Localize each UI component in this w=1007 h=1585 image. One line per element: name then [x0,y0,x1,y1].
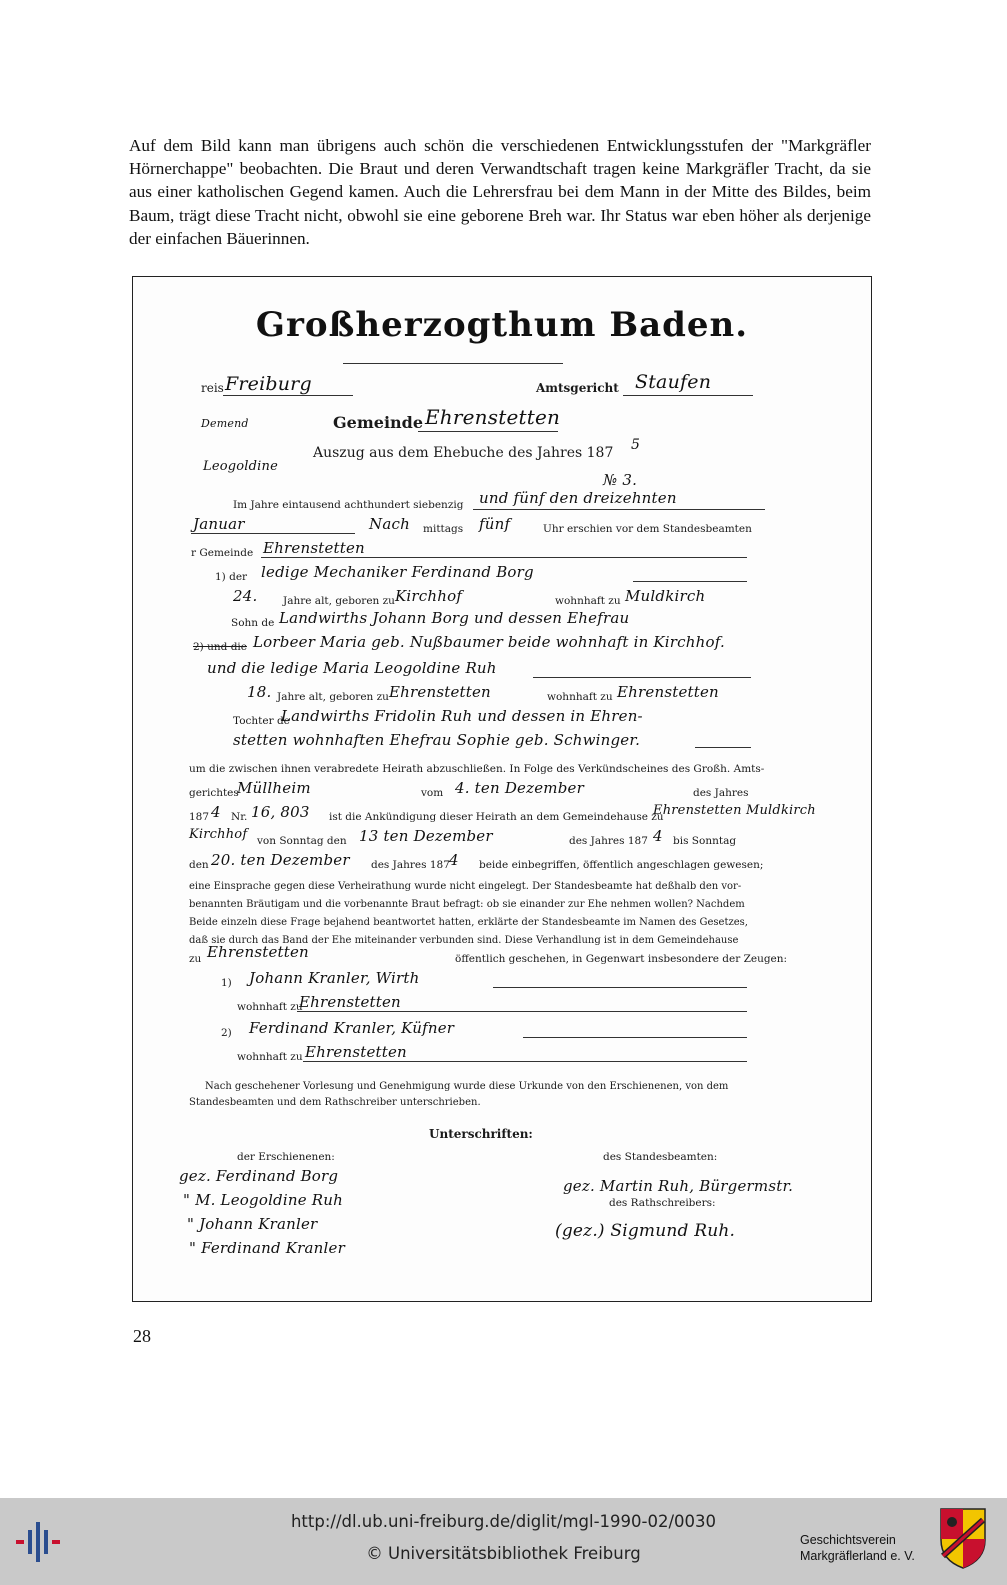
print-text: wohnhaft zu [237,1051,303,1063]
hw-text: 4 [653,827,663,845]
signature: " M. Leogoldine Ruh [183,1191,343,1209]
hw-text: 4. ten Dezember [455,779,584,797]
print-text: 1) der [215,571,248,583]
hw-text: Ehrenstetten Muldkirch [653,803,816,818]
signature: gez. Ferdinand Borg [179,1167,339,1185]
hw-text: Ehrenstetten [263,539,365,557]
gemeinde-value: Ehrenstetten [425,405,561,429]
hw-text: Kirchhof [395,587,463,605]
entry-number: № 3. [603,471,638,489]
society-line-2: Markgräflerland e. V. [800,1549,915,1563]
intro-paragraph [129,134,871,250]
print-text: den [189,859,209,871]
print-text-struck: 2) und die [193,641,247,653]
hw-text: Ehrenstetten [617,683,719,701]
print-text: von Sonntag den [257,835,347,847]
print-text: Sohn de [231,617,275,629]
hw-text: Müllheim [237,779,311,797]
print-text: Standesbeamten und dem Rathschreiber unterschrieben. [189,1097,481,1108]
print-text: 1) [221,977,232,989]
hw-text: Landwirths Johann Borg und dessen Ehefrau [279,609,630,627]
print-text: benannten Bräutigam und die vorbenannte Braut befragt: ob sie einander zur Ehe nehmen wollen? Nachdem [189,899,745,910]
print-text: des Jahres 187 [371,859,450,871]
print-text: des Jahres 187 [569,835,648,847]
clerk-label: des Rathschreibers: [609,1197,716,1209]
print-text: Jahre alt, geboren zu [283,595,395,607]
hw-text: Januar [193,515,245,533]
print-text: wohnhaft zu [555,595,621,607]
society-line-1: Geschichtsverein [800,1533,896,1547]
amtsgericht-value: Staufen [635,371,712,393]
hw-text: Ehrenstetten [207,943,309,961]
print-text: beide einbegriffen, öffentlich angeschlagen gewesen; [479,859,764,871]
hw-text: Ehrenstetten [389,683,491,701]
appearing-parties-label: der Erschienenen: [237,1151,335,1163]
auszug-year-digit: 5 [631,437,641,453]
hw-text: 24. [233,587,258,605]
amtsgericht-label: Amtsgericht [536,381,619,395]
signature: " Johann Kranler [187,1215,318,1233]
signature: (gez.) Sigmund Ruh. [555,1221,736,1241]
signature: gez. Martin Ruh, Bürgermstr. [563,1177,794,1195]
page-number: 28 [133,1326,151,1346]
hw-text: Landwirths Fridolin Ruh und dessen in Ehren- [281,707,643,725]
hw-text: Johann Kranler, Wirth [249,969,420,987]
print-text: Nr. [231,811,248,823]
print-text: ist die Ankündigung dieser Heirath an dem Gemeindehause zu [329,811,664,823]
rule [343,363,563,364]
signature: " Ferdinand Kranler [189,1239,345,1257]
hw-text: 20. ten Dezember [211,851,350,869]
print-text: Uhr erschien vor dem Standesbeamten [543,523,752,535]
hw-text: Ehrenstetten [299,993,401,1011]
print-text: eine Einsprache gegen diese Verheirathung wurde nicht eingelegt. Der Standesbeamte hat deßhalb den vor- [189,881,742,892]
print-text: zu [189,953,202,965]
document-header: Großherzogthum Baden. [255,305,749,345]
footer-copyright: © Universitätsbibliothek Freiburg [366,1544,641,1563]
hw-text: Kirchhof [189,827,248,842]
print-text: wohnhaft zu [237,1001,303,1013]
footer-url-link[interactable]: http://dl.ub.uni-freiburg.de/diglit/mgl-1990-02/0030 [290,1512,717,1531]
footer-bar [0,1498,1007,1585]
auszug-title: Auszug aus dem Ehebuche des Jahres 187 [313,445,614,461]
coat-of-arms-icon [938,1506,988,1570]
hw-text: Muldkirch [625,587,706,605]
hw-text: 4 [449,851,459,869]
print-text: wohnhaft zu [547,691,613,703]
hw-text: 16, 803 [251,803,310,821]
print-text: bis Sonntag [673,835,737,847]
society-name [800,1532,915,1564]
print-text: mittags [423,523,464,535]
print-text: daß sie durch das Band der Ehe miteinander verbunden sind. Diese Verhandlung ist in dem Gemeindehause [189,935,739,946]
signatures-heading: Unterschriften: [429,1127,533,1141]
margin-note: Demend [201,417,249,430]
print-text: um die zwischen ihnen verabredete Heirath abzuschließen. In Folge des Verkündscheines des Großh. Amts- [189,763,765,775]
print-text: Im Jahre eintausend achthundert siebenzig [233,499,464,511]
hw-text: ledige Mechaniker Ferdinand Borg [261,563,534,581]
print-text: 2) [221,1027,232,1039]
print-text: Nach geschehener Vorlesung und Genehmigung wurde diese Urkunde von den Erschienenen, von dem [205,1081,729,1092]
margin-note: Leogoldine [203,459,279,474]
hw-text: fünf [479,515,511,533]
intro-text: Auf dem Bild kann man übrigens auch schön die verschiedenen Entwicklungsstufen der "Markgräfler Hörnerchappe" beobachten. Die Braut und deren Verwandtschaft tragen keine Markgräfler Tracht, da sie aus einer katholischen Gegend kamen. Auch die Lehrersfrau bei dem Mann in der Mitte des Bildes, beim Baum, trägt diese Tracht nicht, obwohl sie eine geborene Breh war. Ihr Status war eben höher als derjenige der einfachen Bäuerinnen. [129,136,871,248]
print-text: Tochter de [233,715,290,727]
hw-text: Nach [369,515,410,533]
document-facsimile [132,276,872,1302]
registrar-label: des Standesbeamten: [603,1151,718,1163]
kreis-label: reis [201,381,224,395]
hw-text: und die ledige Maria Leogoldine Ruh [207,659,497,677]
kreis-value: Freiburg [225,373,312,395]
hw-text: Ehrenstetten [305,1043,407,1061]
print-text: r Gemeinde [191,547,254,559]
marriage-certificate [133,277,871,1301]
print-text: gerichtes [189,787,239,799]
hw-text: Lorbeer Maria geb. Nußbaumer beide wohnhaft in Kirchhof. [253,633,725,651]
print-text: Beide einzeln diese Frage bejahend beantwortet hatten, erklärte der Standesbeamte im Namen des Gesetzes, [189,917,748,928]
hw-text: und fünf den dreizehnten [479,489,677,507]
hw-text: stetten wohnhaften Ehefrau Sophie geb. Schwinger. [233,731,641,749]
print-text: vom [421,787,444,799]
print-text: Jahre alt, geboren zu [277,691,389,703]
print-text: 187 [189,811,210,823]
print-text: öffentlich geschehen, in Gegenwart insbesondere der Zeugen: [455,953,788,965]
hw-text: 18. [247,683,272,701]
hw-text: Ferdinand Kranler, Küfner [249,1019,455,1037]
gemeinde-label: Gemeinde [333,413,424,432]
hw-text: 13 ten Dezember [359,827,493,845]
print-text: des Jahres [693,787,749,799]
hw-text: 4 [211,803,221,821]
